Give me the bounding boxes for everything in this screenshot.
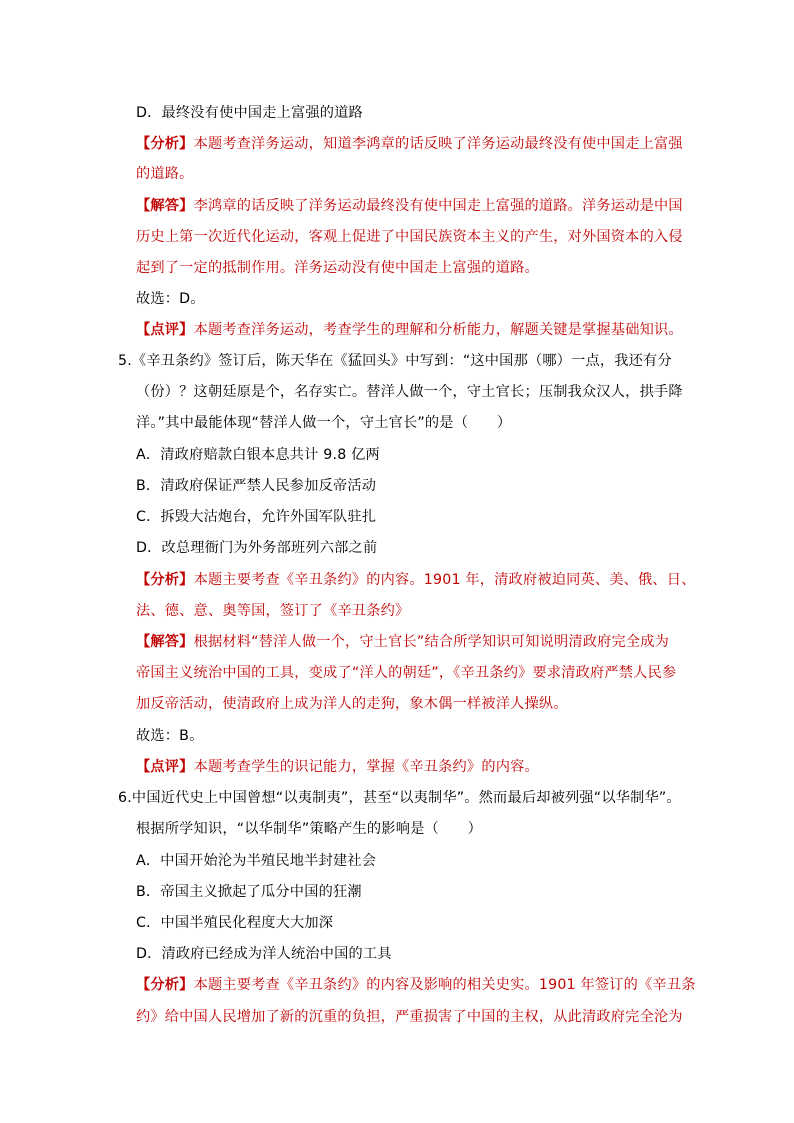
question-text: D．清政府已经成为洋人统治中国的工具 — [136, 946, 392, 962]
text-line — [136, 726, 203, 746]
text-line — [136, 882, 362, 902]
explanation-text: 本题考查洋务运动，考查学生的理解和分析能力，解题关键是掌握基础知识。 — [193, 322, 683, 338]
explanation-text: 本题考查学生的识记能力，掌握《辛丑条约》的内容。 — [193, 759, 539, 775]
section-tag: 【解答】 — [136, 634, 194, 650]
explanation-text: 本题主要考查《辛丑条约》的内容及影响的相关史实。1901 年签订的《辛丑条 — [193, 977, 696, 993]
text-line — [136, 570, 696, 590]
text-line — [136, 413, 511, 433]
explanation-text: 根据材料“替洋人做一个，守土官长”结合所学知识可知说明清政府完全成为 — [193, 634, 670, 650]
text-line — [136, 632, 669, 652]
section-tag: 【解答】 — [136, 198, 194, 214]
question-text: B．帝国主义掀起了瓜分中国的狂潮 — [136, 884, 362, 900]
question-text: C．中国半殖民化程度大大加深 — [136, 915, 334, 931]
section-tag: 【点评】 — [136, 759, 194, 775]
text-line — [136, 819, 482, 839]
section-tag: 【点评】 — [136, 322, 194, 338]
question-text: C．拆毁大沽炮台，允许外国军队驻扎 — [136, 509, 377, 525]
explanation-text: 历史上第一次近代化运动，客观上促进了中国民族资本主义的产生，对外国资本的入侵 — [136, 229, 683, 245]
text-line — [136, 103, 363, 123]
text-line — [136, 663, 676, 683]
explanation-text: 本题考查洋务运动，知道李鸿章的话反映了洋务运动最终没有使中国走上富强 — [193, 136, 683, 152]
text-line — [136, 227, 683, 247]
text-line — [136, 757, 539, 777]
question-text: A．清政府赔款白银本息共计 9.8 亿两 — [136, 447, 380, 463]
text-line — [136, 289, 205, 309]
question-text: B．清政府保证严禁人民参加反帝活动 — [136, 478, 377, 494]
text-line — [136, 975, 696, 995]
text-line — [136, 382, 683, 402]
explanation-text: 李鸿章的话反映了洋务运动最终没有使中国走上富强的道路。洋务运动是中国 — [193, 198, 683, 214]
text-line — [136, 538, 377, 558]
text-line — [136, 134, 683, 154]
question-text: 5.《辛丑条约》签订后，陈天华在《猛回头》中写到：“这中国那（哪）一点，我还有分 — [118, 353, 672, 369]
question-text: A．中国开始沦为半殖民地半封建社会 — [136, 853, 377, 869]
question-text: D．最终没有使中国走上富强的道路 — [136, 105, 363, 121]
text-line — [118, 351, 672, 371]
question-text: 6.中国近代史上中国曾想“以夷制夷”，甚至“以夷制华”。然而最后却被列强“以华制华”。 — [118, 790, 681, 806]
text-line — [136, 320, 683, 340]
explanation-text: 的道路。 — [136, 166, 194, 182]
section-tag: 【分析】 — [136, 572, 194, 588]
question-text: （份）？这朝廷原是个，名存实亡。替洋人做一个，守土官长；压制我众汉人，拱手降 — [136, 384, 683, 400]
explanation-text: 法、德、意、奥等国，签订了《辛丑条约》 — [136, 603, 410, 619]
explanation-text: 帝国主义统治中国的工具，变成了“洋人的朝廷”，《辛丑条约》要求清政府严禁人民参 — [136, 665, 677, 681]
text-line — [136, 851, 376, 871]
text-line — [136, 164, 194, 184]
question-text: 故选：D。 — [136, 291, 205, 307]
explanation-text: 本题主要考查《辛丑条约》的内容。1901 年，清政府被迫同英、美、俄、日、 — [193, 572, 696, 588]
text-line — [136, 507, 376, 527]
explanation-text: 加反帝活动，使清政府上成为洋人的走狗，象木偶一样被洋人操纵。 — [136, 696, 568, 712]
question-text: D．改总理衙门为外务部班列六部之前 — [136, 540, 378, 556]
text-line — [136, 913, 333, 933]
text-line — [136, 196, 683, 216]
question-text: 洋。”其中最能体现“替洋人做一个，守土官长”的是（ ） — [136, 415, 512, 431]
text-line — [136, 476, 376, 496]
text-line — [136, 944, 392, 964]
text-line — [136, 1007, 683, 1027]
question-text: 故选：B。 — [136, 728, 204, 744]
text-line — [136, 601, 409, 621]
text-line — [136, 694, 568, 714]
explanation-text: 约》给中国人民增加了新的沉重的负担，严重损害了中国的主权，从此清政府完全沦为 — [136, 1009, 683, 1025]
section-tag: 【分析】 — [136, 977, 194, 993]
explanation-text: 起到了一定的抵制作用。洋务运动没有使中国走上富强的道路。 — [136, 260, 539, 276]
section-tag: 【分析】 — [136, 136, 194, 152]
text-line — [136, 445, 380, 465]
question-text: 根据所学知识，“以华制华”策略产生的影响是（ ） — [136, 821, 483, 837]
text-line — [118, 788, 681, 808]
text-line — [136, 258, 539, 278]
